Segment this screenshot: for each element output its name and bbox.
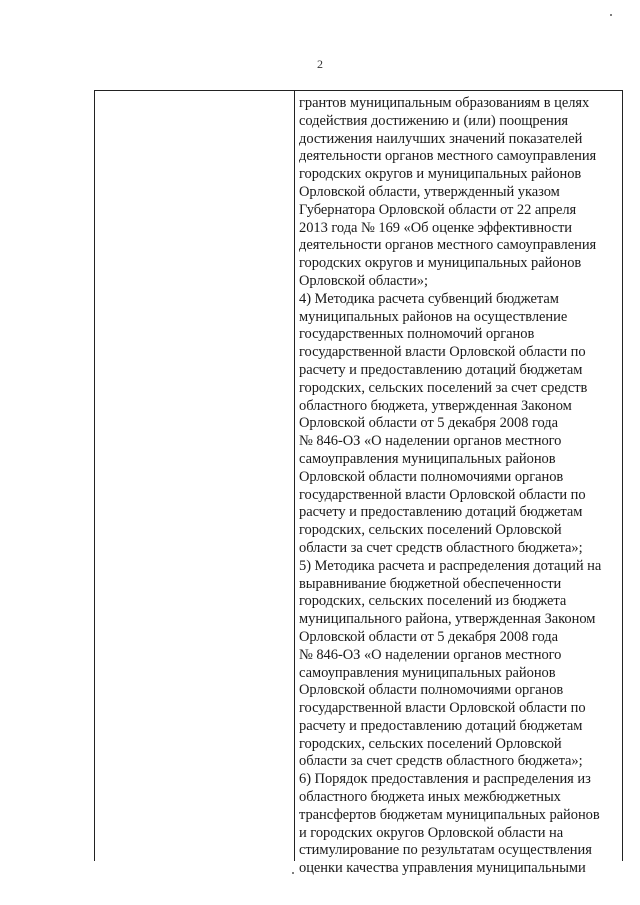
text-line: области за счет средств областного бюджета»;	[299, 753, 583, 770]
text-line: 4) Методика расчета субвенций бюджетам	[299, 290, 559, 307]
text-line: выравнивание бюджетной обеспеченности	[299, 575, 562, 592]
text-line: 5) Методика расчета и распределения дотаций на	[299, 557, 602, 574]
text-line: областного бюджета, утвержденная Законом	[299, 397, 572, 414]
text-line: городских округов и муниципальных районов	[299, 255, 582, 272]
text-line: Орловской области полномочиями органов	[299, 682, 564, 699]
scan-speck	[292, 872, 294, 874]
text-line: оценки качества управления муниципальными	[299, 860, 586, 877]
text-line: Орловской области полномочиями органов	[299, 468, 564, 485]
text-line: 6) Порядок предоставления и распределения из	[299, 771, 591, 788]
text-line: Губернатора Орловской области от 22 апреля	[299, 201, 577, 218]
text-line: городских округов и муниципальных районов	[299, 166, 582, 183]
page-number: 2	[317, 57, 323, 71]
text-line: расчету и предоставлению дотаций бюджетам	[299, 504, 583, 521]
text-line: Орловской области»;	[299, 272, 428, 289]
text-line: № 846-ОЗ «О наделении органов местного	[299, 646, 562, 663]
text-line: деятельности органов местного самоуправления	[299, 237, 597, 254]
text-line: и городских округов Орловской области на	[299, 824, 564, 841]
text-line: государственной власти Орловской области по	[299, 486, 586, 503]
text-line: государственной власти Орловской области по	[299, 344, 586, 361]
text-line: областного бюджета иных межбюджетных	[299, 789, 561, 806]
text-line: достижения наилучших значений показателей	[299, 130, 583, 147]
text-line: стимулирование по результатам осуществления	[299, 842, 592, 859]
text-line: городских, сельских поселений Орловской	[299, 522, 562, 539]
text-line: городских, сельских поселений из бюджета	[299, 593, 567, 610]
text-line: № 846-ОЗ «О наделении органов местного	[299, 433, 562, 450]
text-line: самоуправления муниципальных районов	[299, 664, 556, 681]
column-divider	[294, 91, 295, 861]
text-line: расчету и предоставлению дотаций бюджетам	[299, 717, 583, 734]
text-line: содействия достижению и (или) поощрения	[299, 112, 569, 129]
scan-speck	[610, 14, 612, 16]
text-line: муниципального района, утвержденная Законом	[299, 611, 596, 628]
text-line: деятельности органов местного самоуправления	[299, 148, 597, 165]
text-line: Орловской области от 5 декабря 2008 года	[299, 628, 559, 645]
text-line: самоуправления муниципальных районов	[299, 450, 556, 467]
text-line: 2013 года № 169 «Об оценке эффективности	[299, 219, 572, 236]
document-table	[94, 90, 623, 877]
text-line: государственных полномочий органов	[299, 326, 535, 343]
text-line: Орловской области, утвержденный указом	[299, 183, 560, 200]
right-column-text	[299, 95, 619, 878]
text-line: городских, сельских поселений Орловской	[299, 735, 562, 752]
text-line: Орловской области от 5 декабря 2008 года	[299, 415, 559, 432]
text-line: расчету и предоставлению дотаций бюджетам	[299, 361, 583, 378]
text-line: муниципальных районов на осуществление	[299, 308, 568, 325]
text-line: городских, сельских поселений за счет средств	[299, 379, 588, 396]
text-line: трансфертов бюджетам муниципальных районов	[299, 806, 600, 823]
text-line: области за счет средств областного бюджета»;	[299, 539, 583, 556]
text-line: государственной власти Орловской области по	[299, 700, 586, 717]
text-line: грантов муниципальным образованиям в целях	[299, 95, 590, 111]
